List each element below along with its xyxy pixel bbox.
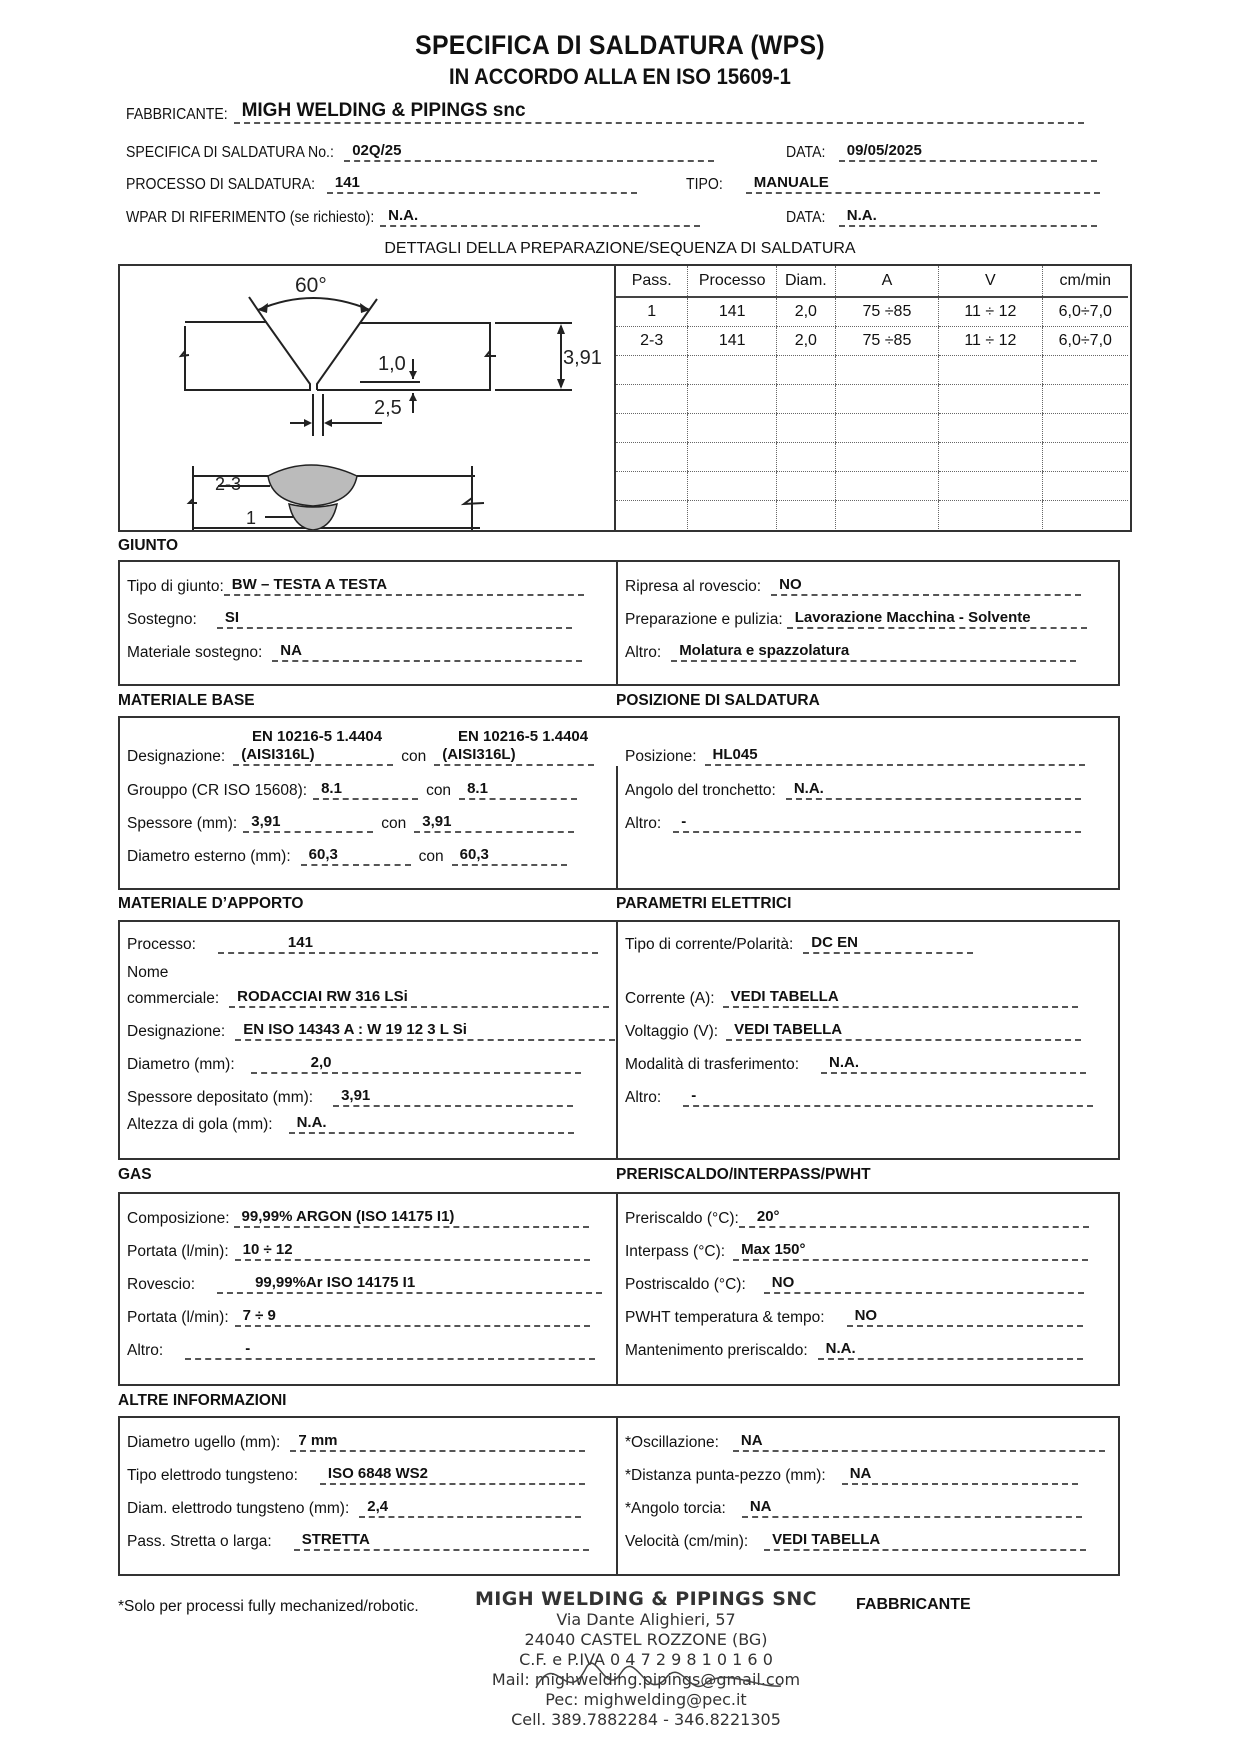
portata-field[interactable]: 10 ÷ 12 [235,1241,590,1261]
col-pass: Pass. [616,266,688,297]
mantenimento-field[interactable]: N.A. [818,1340,1083,1360]
spessore1-field[interactable]: 3,91 [243,813,373,833]
passata-field[interactable]: STRETTA [294,1531,589,1551]
svg-text:2-3: 2-3 [215,474,242,494]
fabbricante-row [126,100,1084,124]
data-label: DATA: [786,144,826,161]
sostegno-field[interactable]: SI [217,609,572,629]
diametro2-field[interactable]: 60,3 [452,846,567,866]
tipo-elettrodo-field[interactable]: ISO 6848 WS2 [320,1465,585,1485]
pwht-field[interactable]: NO [847,1307,1083,1327]
svg-text:1,0: 1,0 [378,353,406,375]
spessore-depositato-field[interactable]: 3,91 [333,1087,573,1107]
wps-number-field[interactable]: 02Q/25 [344,142,714,162]
composizione-field[interactable]: 99,99% ARGON (ISO 14175 I1) [234,1208,589,1228]
document-subtitle: IN ACCORDO ALLA EN ISO 15609-1 [449,64,791,89]
col-processo: Processo [688,266,777,297]
materiale-apporto-box: Processo: 141 Nome commerciale: RODACCIAI RW 316 LSi Designazione: EN ISO 14343 A : W 19 12 3 L Si Diametro (mm): 2,0 Spessore depositato (mm): 3,91 Altezza di gola (mm): N.A. Tipo di corrente/Polarità: DC EN Corrente (A): VEDI TABELLA Voltaggio (V): VEDI TABELLA Modalità di trasferimento: N.A. Altro: - [118,920,1120,1160]
tipo-label: TIPO: [686,176,723,193]
apporto-designazione-field[interactable]: EN ISO 14343 A : W 19 12 3 L Si [235,1021,615,1041]
table-row [616,414,1128,443]
processo-field[interactable]: 141 [327,174,637,194]
nome-commerciale-field[interactable]: RODACCIAI RW 316 LSi [229,988,609,1008]
section-materiale-apporto: MATERIALE D’APPORTO [118,895,304,912]
joint-sketch-icon [120,266,614,530]
section-gas: GAS [118,1166,152,1183]
processo-label: PROCESSO DI SALDATURA: [126,176,316,193]
wpar-row [126,207,700,227]
distanza-field[interactable]: NA [842,1465,1078,1485]
postriscaldo-field[interactable]: NO [764,1274,1084,1294]
materiale-sostegno-field[interactable]: NA [272,642,582,662]
ugello-field[interactable]: 7 mm [290,1432,585,1452]
fabbricante-label: FABBRICANTE: [126,106,228,123]
corrente-field[interactable]: VEDI TABELLA [723,988,1078,1008]
processo-row [126,174,637,194]
parametri-altro-field[interactable]: - [683,1087,1093,1107]
diam-elettrodo-field[interactable]: 2,4 [359,1498,581,1518]
section-posizione: POSIZIONE DI SALDATURA [616,692,820,709]
diametro1-field[interactable]: 60,3 [301,846,411,866]
wpar-field[interactable]: N.A. [380,207,700,227]
preparazione-field[interactable]: Lavorazione Macchina - Solvente [787,609,1087,629]
fabbricante-field[interactable]: MIGH WELDING & PIPINGS snc [234,104,1084,124]
ripresa-field[interactable]: NO [771,576,1081,596]
apporto-diametro-field[interactable]: 2,0 [251,1054,581,1074]
angolo-tronchetto-field[interactable]: N.A. [786,780,1081,800]
footnote: *Solo per processi fully mechanized/robotic. [118,1598,419,1615]
materiale-base-box: EN 10216-5 1.4404 EN 10216-5 1.4404 Designazione: (AISI316L) con (AISI316L) Grouppo (CR ISO 15608): 8.1 con 8.1 Spessore (mm): 3,91 con 3,91 Diametro esterno (mm): 60,3 con 60,3 Posizione: HL045 Angolo del tronchetto: N.A. Altro: - [118,716,1120,890]
company-stamp: MIGH WELDING & PIPINGS SNC Via Dante Alighieri, 57 24040 CASTEL ROZZONE (BG) C.F. e P.IVA 0 4 7 2 9 8 1 0 1 6 0 Mail: mighwelding.pipings@gmail.com Pec: mighwelding@pec.it Cell. 389.7882284 - 346.8221305 [475,1588,817,1729]
section-altre-info: ALTRE INFORMAZIONI [118,1392,287,1409]
angle-label: 60° [295,274,327,297]
data-row [786,142,1097,162]
col-v: V [939,266,1042,297]
gas-box: Composizione: 99,99% ARGON (ISO 14175 I1) Portata (l/min): 10 ÷ 12 Rovescio: 99,99%Ar ISO 14175 I1 Portata (l/min): 7 ÷ 9 Altro: - Preriscaldo (°C): 20° Interpass (°C): Max 150° Postriscaldo (°C): NO PWHT temperatura & tempo: NO Mantenimento preriscaldo: N.A. [118,1192,1120,1386]
wpar-data-label: DATA: [786,209,826,226]
wpar-data-row [786,207,1097,227]
gas-altro-field[interactable]: - [185,1340,595,1360]
spessore2-field[interactable]: 3,91 [414,813,574,833]
table-row: 1 141 2,0 75 ÷85 11 ÷ 12 6,0÷7,0 [616,297,1128,327]
oscillazione-field[interactable]: NA [733,1432,1105,1452]
passes-table [616,266,1128,529]
section-giunto: GIUNTO [118,537,178,554]
posizione-field[interactable]: HL045 [705,746,1085,766]
trasferimento-field[interactable]: N.A. [821,1054,1086,1074]
svg-text:3,91: 3,91 [563,347,602,369]
preparation-box [118,264,1132,532]
svg-text:2,5: 2,5 [374,397,402,419]
document-title: SPECIFICA DI SALDATURA (WPS) [415,30,825,60]
col-a: A [835,266,939,297]
posizione-altro-field[interactable]: - [673,813,1081,833]
table-row [616,472,1128,501]
rovescio-field[interactable]: 99,99%Ar ISO 14175 I1 [217,1274,602,1294]
altre-info-box: Diametro ugello (mm): 7 mm Tipo elettrodo tungsteno: ISO 6848 WS2 Diam. elettrodo tungsteno (mm): 2,4 Pass. Stretta o larga: STRETTA *Oscillazione: NA *Distanza punta-pezzo (mm): NA *Angolo torcia: NA Velocità (cm/min): VEDI TABELLA [118,1416,1120,1576]
apporto-processo-field[interactable]: 141 [218,934,598,954]
col-diam: Diam. [776,266,835,297]
giunto-box: Tipo di giunto: BW – TESTA A TESTA Sostegno: SI Materiale sostegno: NA Ripresa al rovescio: NO Preparazione e pulizia: Lavorazione Macchina - Solvente Altro: Molatura e spazzolatura [118,560,1120,686]
preparation-caption: DETTAGLI DELLA PREPARAZIONE/SEQUENZA DI SALDATURA [384,240,856,257]
section-parametri-elettrici: PARAMETRI ELETTRICI [616,895,792,912]
section-preriscaldo: PRERISCALDO/INTERPASS/PWHT [616,1166,871,1183]
tipo-field[interactable]: MANUALE [746,174,1100,194]
giunto-altro-field[interactable]: Molatura e spazzolatura [671,642,1076,662]
preriscaldo-field[interactable]: 20° [739,1208,1089,1228]
wps-number-row [126,142,714,162]
table-row: 2-3 141 2,0 75 ÷85 11 ÷ 12 6,0÷7,0 [616,327,1128,356]
portata-rovescio-field[interactable]: 7 ÷ 9 [235,1307,590,1327]
col-speed: cm/min [1042,266,1128,297]
interpass-field[interactable]: Max 150° [733,1241,1088,1261]
data-field[interactable]: 09/05/2025 [839,142,1097,162]
voltaggio-field[interactable]: VEDI TABELLA [726,1021,1081,1041]
fabbricante-signature-label: FABBRICANTE [856,1596,971,1613]
tipo-giunto-field[interactable]: BW – TESTA A TESTA [224,576,584,596]
tipo-corrente-field[interactable]: DC EN [803,934,973,954]
signature-icon [526,1628,786,1728]
wps-number-label: SPECIFICA DI SALDATURA No.: [126,144,334,161]
angolo-torcia-field[interactable]: NA [742,1498,1082,1518]
gruppo1-field[interactable]: 8.1 [313,780,418,800]
designazione1-field[interactable]: (AISI316L) [233,746,393,766]
wpar-label: WPAR DI RIFERIMENTO (se richiesto): [126,209,375,226]
altezza-gola-field[interactable]: N.A. [289,1114,574,1134]
tipo-row [686,174,1100,194]
table-row [616,501,1128,530]
wpar-data-field[interactable]: N.A. [839,207,1097,227]
velocita-field[interactable]: VEDI TABELLA [764,1531,1086,1551]
svg-text:1: 1 [246,508,257,528]
designazione2-field[interactable]: (AISI316L) [434,746,594,766]
gruppo2-field[interactable]: 8.1 [459,780,577,800]
table-row [616,385,1128,414]
table-row [616,443,1128,472]
table-row [616,356,1128,385]
section-materiale-base: MATERIALE BASE [118,692,255,709]
